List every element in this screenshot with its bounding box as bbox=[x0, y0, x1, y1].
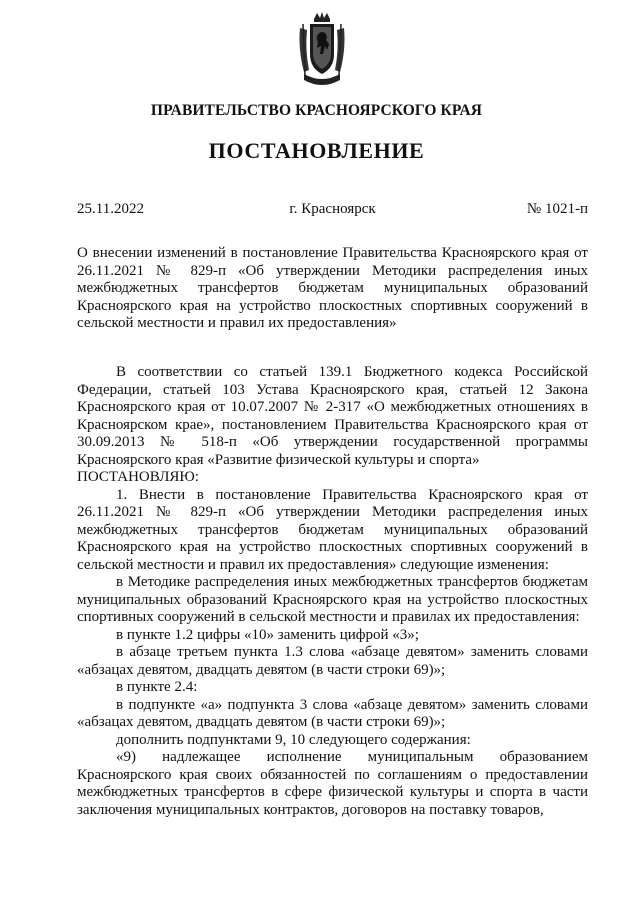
body-paragraph-point-1-2: в пункте 1.2 цифры «10» заменить цифрой «3»; bbox=[116, 626, 419, 643]
document-date: 25.11.2022 bbox=[77, 201, 144, 217]
document-type-title: ПОСТАНОВЛЕНИЕ bbox=[208, 138, 425, 163]
body-paragraph-resolve: ПОСТАНОВЛЯЮ: bbox=[77, 469, 199, 485]
body-paragraph-preamble: В соответствии со статьей 139.1 Бюджетного кодекса Российской Федерации, статьей 103 Устава Красноярского края, статьей 12 Закона Красноярского края от 10.07.2007 № 2-317 «О межбюджетных отношениях в Красноярском крае», постановлением Правительства Красноярского края от 30.09.2013 № 518-п «Об утверждении государственной программы Красноярского края «Развитие физической культуры и спорта» bbox=[77, 364, 588, 468]
body-paragraph-subpoint-9: «9) надлежащее исполнение муниципальным образованием Красноярского края своих обязанностей по соглашениям о предоставлении межбюджетных трансфертов в сфере физической культуры и спорта в части заключения муниципальных контрактов, договоров на поставку товаров, bbox=[77, 749, 588, 818]
document-subject bbox=[77, 245, 588, 333]
body-paragraph-point-1-3: в абзаце третьем пункта 1.3 слова «абзаце девятом» заменить словами «абзацах девятом, двадцать девятом (в части строки 69)»; bbox=[77, 644, 588, 678]
document-body bbox=[77, 364, 588, 819]
government-title: ПРАВИТЕЛЬСТВО КРАСНОЯРСКОГО КРАЯ bbox=[150, 102, 483, 119]
body-paragraph-methodology: в Методике распределения иных межбюджетных трансфертов бюджетам муниципальных образований Красноярского края на устройство плоскостных спортивных сооружений в сельской местности и правилах их предоставления: bbox=[77, 574, 588, 625]
subject-text: О внесении изменений в постановление Правительства Красноярского края от 26.11.2021 № 829-п «Об утверждении Методики распределения иных межбюджетных трансфертов бюджетам муниципальных образований Красноярского края на устройство плоскостных спортивных сооружений в сельской местности и правил их предоставления» bbox=[77, 245, 588, 331]
document-city: г. Красноярск bbox=[289, 201, 376, 217]
document-meta-row bbox=[77, 201, 588, 221]
body-paragraph-subpoint-a: в подпункте «а» подпункта 3 слова «абзаце девятом» заменить словами «абзацах девятом, двадцать девятом (в части строки 69)»; bbox=[77, 696, 588, 730]
coat-of-arms-emblem bbox=[296, 10, 348, 90]
body-paragraph-item-1: 1. Внести в постановление Правительства Красноярского края от 26.11.2021 № 829-п «Об утверждении Методики распределения иных межбюджетных трансфертов бюджетам муниципальных образований Красноярского края на устройство плоскостных спортивных сооружений в сельской местности и правил их предоставления» следующие изменения: bbox=[77, 486, 588, 573]
body-paragraph-supplement: дополнить подпунктами 9, 10 следующего содержания: bbox=[116, 731, 471, 748]
body-paragraph-point-2-4: в пункте 2.4: bbox=[116, 679, 198, 695]
document-number: № 1021-п bbox=[526, 201, 588, 217]
